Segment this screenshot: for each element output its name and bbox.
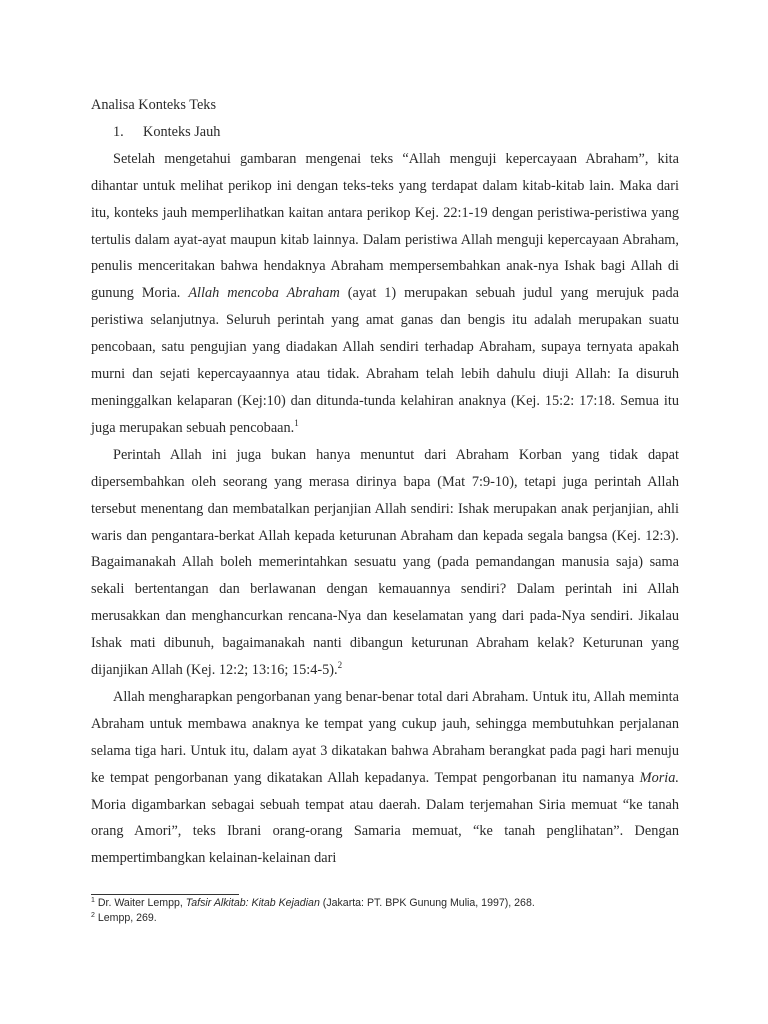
footnote-ref-2: 2 (337, 660, 343, 671)
footnote-1-publication: (Jakarta: PT. BPK Gunung Mulia, 1997), 268. (319, 897, 535, 909)
footnotes (91, 896, 679, 925)
document-heading: Analisa Konteks Teks (91, 97, 217, 113)
footnote-1 (91, 896, 679, 911)
section-title: Konteks Jauh (143, 123, 221, 140)
section-number: 1. (113, 123, 124, 140)
paragraph-1-text-b: (ayat 1) merupakan sebuah judul yang merujuk pada peristiwa selanjutnya. Seluruh perintah yang amat ganas dan bengis itu adalah merupakan suatu pencobaan, satu pengujian yang diadakan Allah sendiri terhadap Abraham, supaya ternyata apakah murni dan sejati kepercayaannya atau tidak. Abraham telah lebih dahulu diuji Allah: Ia disuruh meninggalkan kelaparan (Kej:10) dan ditunda-tunda kelahiran anaknya (Kej. 15:2: 17:18. Semua itu juga merupakan sebuah pencobaan. (91, 285, 679, 436)
document-body (91, 92, 679, 872)
paragraph-2 (91, 442, 679, 684)
footnote-1-number: 1 (91, 897, 95, 904)
paragraph-3-text-b: Moria digambarkan sebagai sebuah tempat atau daerah. Dalam terjemahan Siria memuat “ke tanah orang Amori”, teks Ibrani orang-orang Samaria memuat, “ke tanah penglihatan”. Dengan mempertimbangkan kelainan-kelainan dari (91, 796, 679, 867)
paragraph-3 (91, 684, 679, 872)
footnote-2-text: Lempp, 269. (94, 911, 157, 924)
paragraph-1 (91, 146, 679, 442)
paragraph-2-text: Perintah Allah ini juga bukan hanya menuntut dari Abraham Korban yang tidak dapat dipersembahkan oleh seorang yang merasa dirinya bapa (Mat 7:9-10), tetapi juga perintah Allah tersebut menentang dan membatalkan perjanjian Allah sendiri: Ishak merupakan anak perjanjian, ahli waris dan pengantara-berkat Allah kepada keturunan Abraham dan kepada segala bangsa (Kej. 12:3). Bagaimanakah Allah boleh memerintahkan sesuatu yang (pada pemandangan manusia saja) sama sekali bertentangan dan berlawanan dengan kemauannya sendiri? Dalam perintah ini Allah merusakkan dan menghancurkan rencana-Nya dan keselamatan yang dari pada-Nya sendiri. Jikalau Ishak mati dibunuh, bagaimanakah nanti dibangun keturunan Abraham kelak? Keturunan yang dijanjikan Allah (Kej. 12:2; 13:16; 15:4-5). (91, 446, 679, 679)
paragraph-3-italic-place: Moria. (639, 769, 679, 786)
footnote-2-number: 2 (91, 911, 95, 919)
footnote-1-book-title: Tafsir Alkitab: Kitab Kejadian (185, 897, 320, 909)
footnote-2 (91, 911, 679, 926)
paragraph-3-text-a: Allah mengharapkan pengorbanan yang benar-benar total dari Abraham. Untuk itu, Allah meminta Abraham untuk membawa anaknya ke tempat yang cukup jauh, sehingga membutuhkan perjalanan selama tiga hari. Untuk itu, dalam ayat 3 dikatakan bahwa Abraham berangkat pada pagi hari menuju ke tempat pengorbanan yang dikatakan Allah kepadanya. Tempat pengorbanan itu namanya (91, 688, 679, 786)
paragraph-1-text-a: Setelah mengetahui gambaran mengenai teks “Allah menguji kepercayaan Abraham”, kita dihantar untuk melihat perikop ini dengan teks-teks yang terdapat dalam kitab-kitab lain. Maka dari itu, konteks jauh memperlihatkan kaitan antara perikop Kej. 22:1-19 dengan peristiwa-peristiwa yang tertulis dalam ayat-ayat maupun kitab lainnya. Dalam peristiwa Allah menguji kepercayaan Abraham, penulis menceritakan bahwa hendaknya Abraham mempersembahkan anak-nya Ishak bagi Allah di gunung Moria. (91, 150, 679, 302)
footnote-separator (91, 894, 239, 895)
paragraph-1-italic-phrase: Allah mencoba Abraham (188, 285, 340, 302)
footnote-ref-1: 1 (294, 417, 299, 428)
section-heading (91, 119, 679, 146)
footnote-1-author: Dr. Waiter Lempp, (94, 897, 186, 909)
